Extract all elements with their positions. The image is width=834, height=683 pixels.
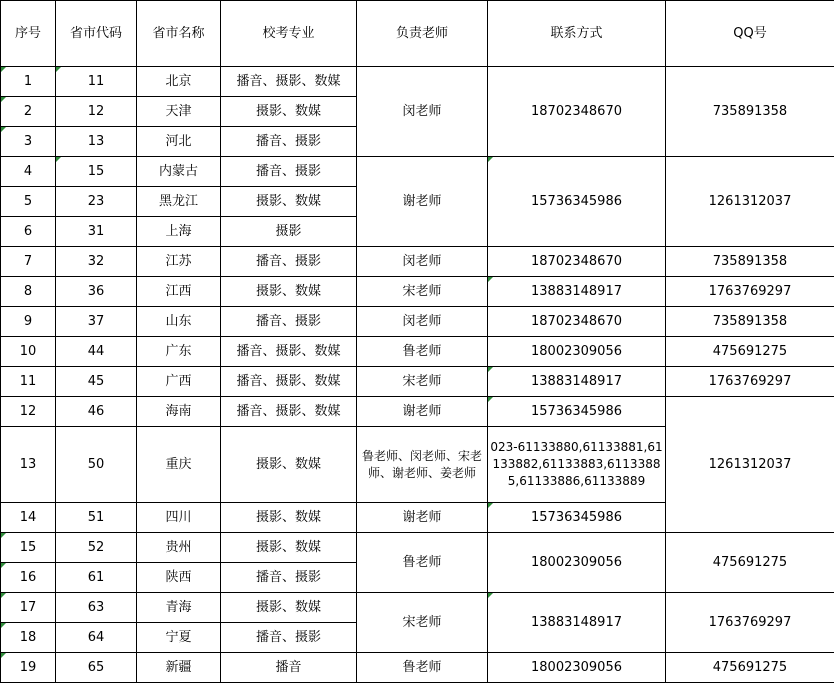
contact-cell: 13883148917 bbox=[488, 367, 666, 397]
province-cell: 广东 bbox=[137, 337, 221, 367]
province-cell: 重庆 bbox=[137, 427, 221, 503]
major-cell: 播音、摄影、数媒 bbox=[221, 337, 357, 367]
qq-cell: 1261312037 bbox=[666, 397, 834, 533]
code-cell: 52 bbox=[56, 533, 137, 563]
index-cell: 7 bbox=[1, 247, 56, 277]
major-cell: 播音、摄影、数媒 bbox=[221, 367, 357, 397]
index-cell: 8 bbox=[1, 277, 56, 307]
province-cell: 宁夏 bbox=[137, 623, 221, 653]
qq-cell: 735891358 bbox=[666, 67, 834, 157]
contact-cell: 18002309056 bbox=[488, 653, 666, 683]
province-cell: 青海 bbox=[137, 593, 221, 623]
teacher-cell: 谢老师 bbox=[357, 157, 488, 247]
code-cell: 44 bbox=[56, 337, 137, 367]
major-cell: 播音、摄影 bbox=[221, 623, 357, 653]
table-row bbox=[1, 653, 834, 683]
code-cell: 63 bbox=[56, 593, 137, 623]
index-cell: 2 bbox=[1, 97, 56, 127]
teacher-cell: 宋老师 bbox=[357, 367, 488, 397]
province-cell: 贵州 bbox=[137, 533, 221, 563]
code-cell: 11 bbox=[56, 67, 137, 97]
index-cell: 3 bbox=[1, 127, 56, 157]
qq-cell: 475691275 bbox=[666, 337, 834, 367]
table-row bbox=[1, 307, 834, 337]
province-cell: 黑龙江 bbox=[137, 187, 221, 217]
major-cell: 摄影、数媒 bbox=[221, 503, 357, 533]
teacher-cell: 鲁老师、闵老师、宋老师、谢老师、姜老师 bbox=[357, 427, 488, 503]
header-major: 校考专业 bbox=[221, 1, 357, 67]
contact-cell: 18702348670 bbox=[488, 307, 666, 337]
major-cell: 播音、摄影 bbox=[221, 307, 357, 337]
province-cell: 河北 bbox=[137, 127, 221, 157]
header-province-code: 省市代码 bbox=[56, 1, 137, 67]
contact-cell: 18702348670 bbox=[488, 247, 666, 277]
major-cell: 播音、摄影、数媒 bbox=[221, 397, 357, 427]
header-qq: QQ号 bbox=[666, 1, 834, 67]
qq-cell: 735891358 bbox=[666, 247, 834, 277]
teacher-cell: 闵老师 bbox=[357, 247, 488, 277]
major-cell: 摄影、数媒 bbox=[221, 187, 357, 217]
code-cell: 31 bbox=[56, 217, 137, 247]
index-cell: 1 bbox=[1, 67, 56, 97]
qq-cell: 735891358 bbox=[666, 307, 834, 337]
province-cell: 新疆 bbox=[137, 653, 221, 683]
province-cell: 海南 bbox=[137, 397, 221, 427]
code-cell: 37 bbox=[56, 307, 137, 337]
teacher-cell: 宋老师 bbox=[357, 593, 488, 653]
teacher-cell: 鲁老师 bbox=[357, 533, 488, 593]
index-cell: 13 bbox=[1, 427, 56, 503]
qq-cell: 1763769297 bbox=[666, 367, 834, 397]
contact-cell: 13883148917 bbox=[488, 277, 666, 307]
header-row bbox=[1, 1, 834, 67]
qq-cell: 1763769297 bbox=[666, 277, 834, 307]
table-row bbox=[1, 533, 834, 563]
code-cell: 36 bbox=[56, 277, 137, 307]
major-cell: 摄影、数媒 bbox=[221, 533, 357, 563]
province-cell: 江苏 bbox=[137, 247, 221, 277]
index-cell: 16 bbox=[1, 563, 56, 593]
teacher-cell: 闵老师 bbox=[357, 307, 488, 337]
major-cell: 摄影、数媒 bbox=[221, 97, 357, 127]
index-cell: 10 bbox=[1, 337, 56, 367]
major-cell: 播音、摄影 bbox=[221, 563, 357, 593]
code-cell: 45 bbox=[56, 367, 137, 397]
index-cell: 11 bbox=[1, 367, 56, 397]
major-cell: 摄影、数媒 bbox=[221, 277, 357, 307]
header-contact: 联系方式 bbox=[488, 1, 666, 67]
contact-cell: 13883148917 bbox=[488, 593, 666, 653]
index-cell: 5 bbox=[1, 187, 56, 217]
province-cell: 陕西 bbox=[137, 563, 221, 593]
contact-cell: 023-61133880,61133881,61133882,61133883,61133885,61133886,61133889 bbox=[488, 427, 666, 503]
teacher-cell: 谢老师 bbox=[357, 503, 488, 533]
province-cell: 山东 bbox=[137, 307, 221, 337]
table-row bbox=[1, 593, 834, 623]
code-cell: 32 bbox=[56, 247, 137, 277]
code-cell: 51 bbox=[56, 503, 137, 533]
table-row bbox=[1, 277, 834, 307]
header-index: 序号 bbox=[1, 1, 56, 67]
index-cell: 18 bbox=[1, 623, 56, 653]
contact-cell: 15736345986 bbox=[488, 503, 666, 533]
teacher-cell: 谢老师 bbox=[357, 397, 488, 427]
table-row bbox=[1, 337, 834, 367]
header-province-name: 省市名称 bbox=[137, 1, 221, 67]
code-cell: 61 bbox=[56, 563, 137, 593]
contact-cell: 15736345986 bbox=[488, 157, 666, 247]
index-cell: 9 bbox=[1, 307, 56, 337]
province-cell: 江西 bbox=[137, 277, 221, 307]
header-teacher: 负责老师 bbox=[357, 1, 488, 67]
major-cell: 摄影、数媒 bbox=[221, 593, 357, 623]
contact-cell: 15736345986 bbox=[488, 397, 666, 427]
table-row bbox=[1, 157, 834, 187]
table-row bbox=[1, 367, 834, 397]
index-cell: 15 bbox=[1, 533, 56, 563]
province-cell: 上海 bbox=[137, 217, 221, 247]
province-cell: 内蒙古 bbox=[137, 157, 221, 187]
major-cell: 播音 bbox=[221, 653, 357, 683]
teacher-cell: 闵老师 bbox=[357, 67, 488, 157]
index-cell: 4 bbox=[1, 157, 56, 187]
index-cell: 14 bbox=[1, 503, 56, 533]
code-cell: 12 bbox=[56, 97, 137, 127]
qq-cell: 1261312037 bbox=[666, 157, 834, 247]
index-cell: 17 bbox=[1, 593, 56, 623]
teacher-cell: 鲁老师 bbox=[357, 337, 488, 367]
teacher-cell: 鲁老师 bbox=[357, 653, 488, 683]
table-row bbox=[1, 397, 834, 427]
code-cell: 23 bbox=[56, 187, 137, 217]
qq-cell: 1763769297 bbox=[666, 593, 834, 653]
major-cell: 播音、摄影、数媒 bbox=[221, 67, 357, 97]
major-cell: 播音、摄影 bbox=[221, 157, 357, 187]
code-cell: 13 bbox=[56, 127, 137, 157]
code-cell: 64 bbox=[56, 623, 137, 653]
table-row bbox=[1, 247, 834, 277]
major-cell: 摄影 bbox=[221, 217, 357, 247]
contact-cell: 18002309056 bbox=[488, 337, 666, 367]
code-cell: 50 bbox=[56, 427, 137, 503]
table-row bbox=[1, 67, 834, 97]
code-cell: 46 bbox=[56, 397, 137, 427]
qq-cell: 475691275 bbox=[666, 533, 834, 593]
province-cell: 天津 bbox=[137, 97, 221, 127]
code-cell: 15 bbox=[56, 157, 137, 187]
major-cell: 摄影、数媒 bbox=[221, 427, 357, 503]
index-cell: 19 bbox=[1, 653, 56, 683]
province-cell: 四川 bbox=[137, 503, 221, 533]
major-cell: 播音、摄影 bbox=[221, 247, 357, 277]
major-cell: 播音、摄影 bbox=[221, 127, 357, 157]
qq-cell: 475691275 bbox=[666, 653, 834, 683]
province-cell: 广西 bbox=[137, 367, 221, 397]
province-cell: 北京 bbox=[137, 67, 221, 97]
teacher-cell: 宋老师 bbox=[357, 277, 488, 307]
index-cell: 12 bbox=[1, 397, 56, 427]
index-cell: 6 bbox=[1, 217, 56, 247]
contact-cell: 18002309056 bbox=[488, 533, 666, 593]
code-cell: 65 bbox=[56, 653, 137, 683]
contact-cell: 18702348670 bbox=[488, 67, 666, 157]
